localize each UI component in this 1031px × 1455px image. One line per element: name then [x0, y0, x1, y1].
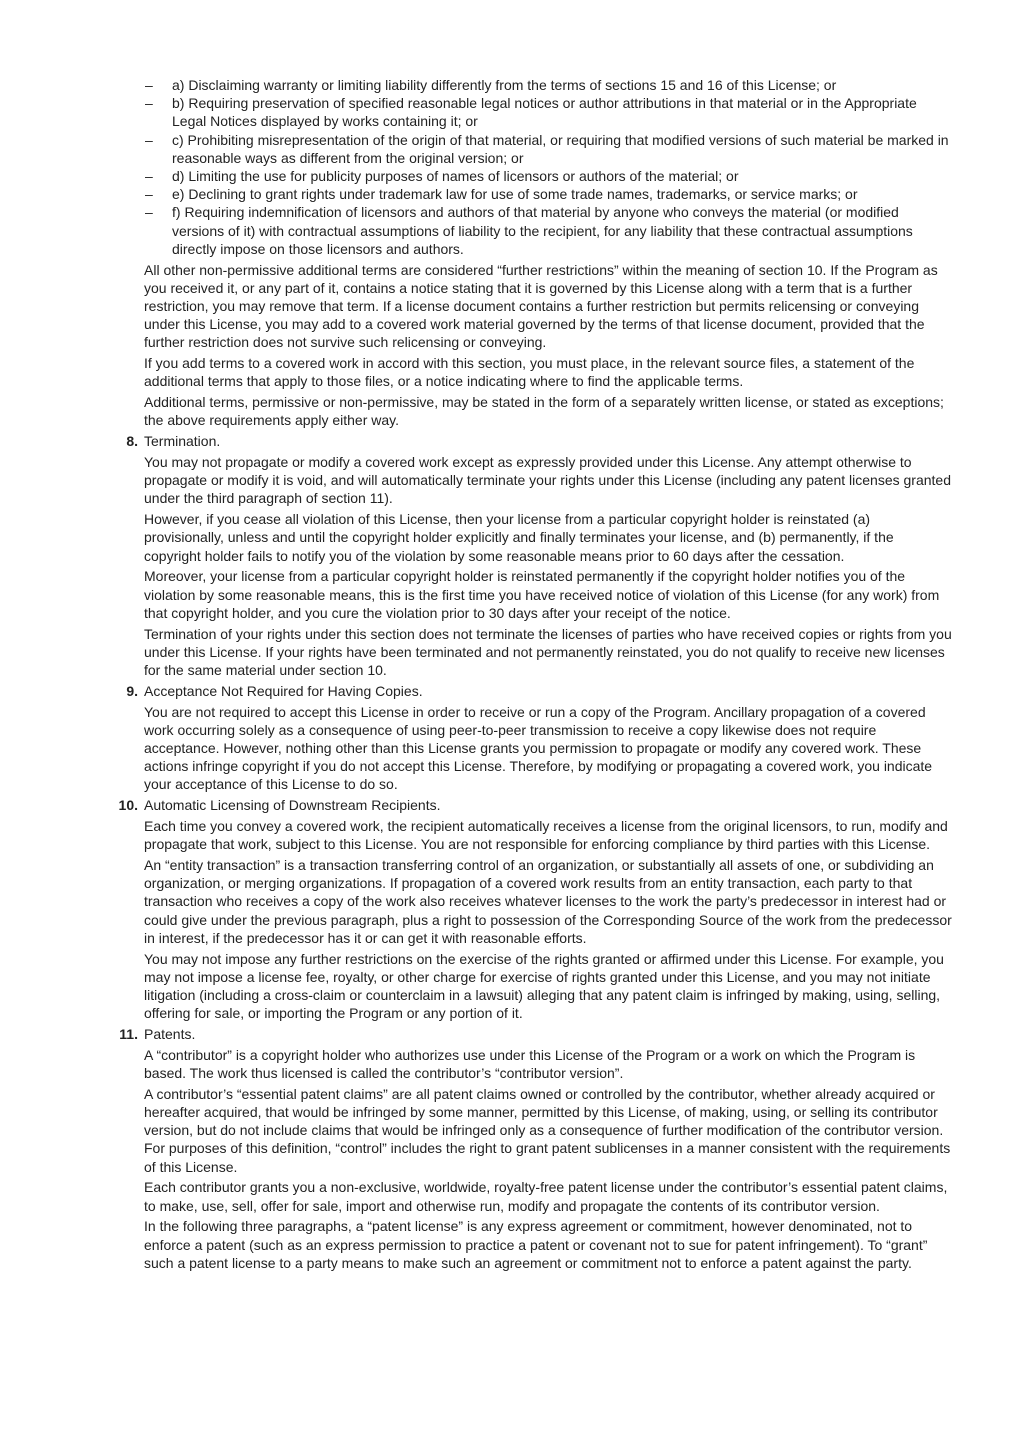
license-document — [0, 76, 1031, 1275]
section-heading — [119, 1025, 953, 1043]
dash-marker: – — [145, 168, 153, 185]
paragraph: You may not impose any further restrictions on the exercise of the rights granted or affirmed under this License. For example, you may not impose a license fee, royalty, or other charge for exercise of rights granted under this License, and you may not initiate litigation (including a cross-claim or counterclaim in a lawsuit) alleging that any patent claim is infringed by making, using, selling, offering for sale, or importing the Program or any portion of it. — [144, 950, 944, 1022]
paragraph: A contributor’s “essential patent claims” are all patent claims owned or controlled by the contributor, whether already acquired or hereafter acquired, that would be infringed by some manner, permitted by this License, of making, using, or selling its contributor version, but do not include claims that would be infringed only as a consequence of further modification of the contributor version. For purposes of this definition, “control” includes the right to grant patent sublicenses in a manner consistent with the requirements of this License. — [144, 1085, 951, 1175]
section-title: Termination. — [144, 433, 221, 450]
list-item — [145, 131, 953, 167]
dash-marker: – — [145, 186, 153, 203]
list-item — [145, 167, 953, 185]
section-heading — [126, 682, 953, 700]
paragraph: All other non-permissive additional terms are considered “further restrictions” within the meaning of section 10. If the Program as you received it, or any part of it, contains a notice stating that it is governed by this License along with a term that is a further restriction, you may remove that term. If a license document contains a further restriction but permits relicensing or conveying under this License, you may add to a covered work material governed by the terms of that license document, provided that the further restriction does not survive such relicensing or conveying. — [144, 261, 938, 351]
section-number: 9. — [126, 682, 138, 699]
list-item — [145, 94, 953, 130]
paragraph: Moreover, your license from a particular copyright holder is reinstated permanently if the copyright holder notifies you of the violation by some reasonable means, this is the first time you have received notice of violation of this License (for any work) from that copyright holder, and you cure the violation prior to 30 days after your receipt of the notice. — [144, 568, 940, 621]
list-item-text: c) Prohibiting misrepresentation of the origin of that material, or requiring that modified versions of such material be marked in reasonable ways as different from the original version; or — [172, 131, 949, 166]
paragraph: Termination of your rights under this section does not terminate the licenses of parties who have received copies or rights from you under this License. If your rights have been terminated and not permanently reinstated, you do not qualify to receive new licenses for the same material under section 10. — [144, 625, 952, 679]
list-item-text: b) Requiring preservation of specified reasonable legal notices or author attributions in that material or in the Appropriate Legal Notices displayed by works containing it; or — [172, 95, 917, 130]
section-title: Automatic Licensing of Downstream Recipients. — [144, 797, 441, 814]
dash-marker: – — [145, 204, 153, 221]
section-number: 11. — [119, 1026, 138, 1043]
list-item-text: d) Limiting the use for publicity purposes of names of licensors or authors of the material; or — [172, 168, 739, 185]
section-title: Acceptance Not Required for Having Copies. — [144, 682, 423, 699]
paragraph: Each time you convey a covered work, the recipient automatically receives a license from the original licensors, to run, modify and propagate that work, subject to this License. You are not responsible for enforcing compliance by third parties with this License. — [144, 818, 948, 853]
paragraph: However, if you cease all violation of this License, then your license from a particular copyright holder is reinstated (a) provisionally, unless and until the copyright holder explicitly and finally terminates your license, and (b) permanently, if the copyright holder fails to notify you of the violation by some reasonable means prior to 60 days after the cessation. — [144, 511, 894, 564]
section-heading — [126, 432, 953, 450]
section-title: Patents. — [144, 1026, 196, 1043]
list-item-text: e) Declining to grant rights under trademark law for use of some trade names, trademarks, or service marks; or — [172, 186, 858, 203]
list-item-text: f) Requiring indemnification of licensors and authors of that material by anyone who conveys the material (or modified versions of it) with contractual assumptions of liability to the recipient, for any liability that these contractual assumptions directly impose on those licensors and authors. — [172, 204, 913, 257]
paragraph: An “entity transaction” is a transaction transferring control of an organization, or substantially all assets of one, or subdividing an organization, or merging organizations. If propagation of a covered work results from an entity transaction, each party to that transaction who receives a copy of the work also receives whatever licenses to the work the party’s predecessor in interest had or could give under the previous paragraph, plus a right to possession of the Corresponding Source of the work from the predecessor in interest, if the predecessor has it or can get it with reasonable efforts. — [144, 857, 952, 946]
list-item — [145, 185, 953, 203]
list-item-text: a) Disclaiming warranty or limiting liability differently from the terms of sections 15 and 16 of this License; or — [172, 77, 837, 93]
paragraph: Additional terms, permissive or non-permissive, may be stated in the form of a separately written license, or stated as exceptions; the above requirements apply either way. — [144, 394, 944, 429]
dash-marker: – — [145, 77, 153, 93]
paragraph: You are not required to accept this License in order to receive or run a copy of the Program. Ancillary propagation of a covered work occurring solely as a consequence of using peer-to-peer transmission to receive a copy likewise does not require acceptance. However, nothing other than this License grants you permission to propagate or modify any covered work. These actions infringe copyright if you do not accept this License. Therefore, by modifying or propagating a covered work, you indicate your acceptance of this License to do so. — [144, 703, 933, 793]
list-item — [145, 203, 953, 258]
section-number: 8. — [126, 433, 138, 450]
paragraph: Each contributor grants you a non-exclusive, worldwide, royalty-free patent license under the contributor’s essential patent claims, to make, use, sell, offer for sale, import and otherwise run, modify and propagate the contents of its contributor version. — [144, 1179, 948, 1214]
paragraph: A “contributor” is a copyright holder who authorizes use under this License of the Program or a work on which the Program is based. The work thus licensed is called the contributor’s “contributor version”. — [144, 1046, 916, 1082]
list-item — [145, 76, 953, 94]
section-heading — [118, 796, 953, 814]
paragraph: In the following three paragraphs, a “patent license” is any express agreement or commitment, however denominated, not to enforce a patent (such as an express permission to practice a patent or covenant not to sue for patent infringement). To “grant” such a patent license to a party means to make such an agreement or commitment not to enforce a patent against the party. — [144, 1218, 928, 1271]
section-number: 10. — [118, 797, 138, 814]
dash-marker: – — [145, 131, 153, 148]
dash-marker: – — [145, 95, 153, 112]
paragraph: If you add terms to a covered work in accord with this section, you must place, in the relevant source files, a statement of the additional terms that apply to those files, or a notice indicating where to find the applicable terms. — [144, 355, 915, 390]
paragraph: You may not propagate or modify a covered work except as expressly provided under this License. Any attempt otherwise to propagate or modify it is void, and will automatically terminate your rights under this License (including any patent licenses granted under the third paragraph of section 11). — [144, 454, 951, 507]
